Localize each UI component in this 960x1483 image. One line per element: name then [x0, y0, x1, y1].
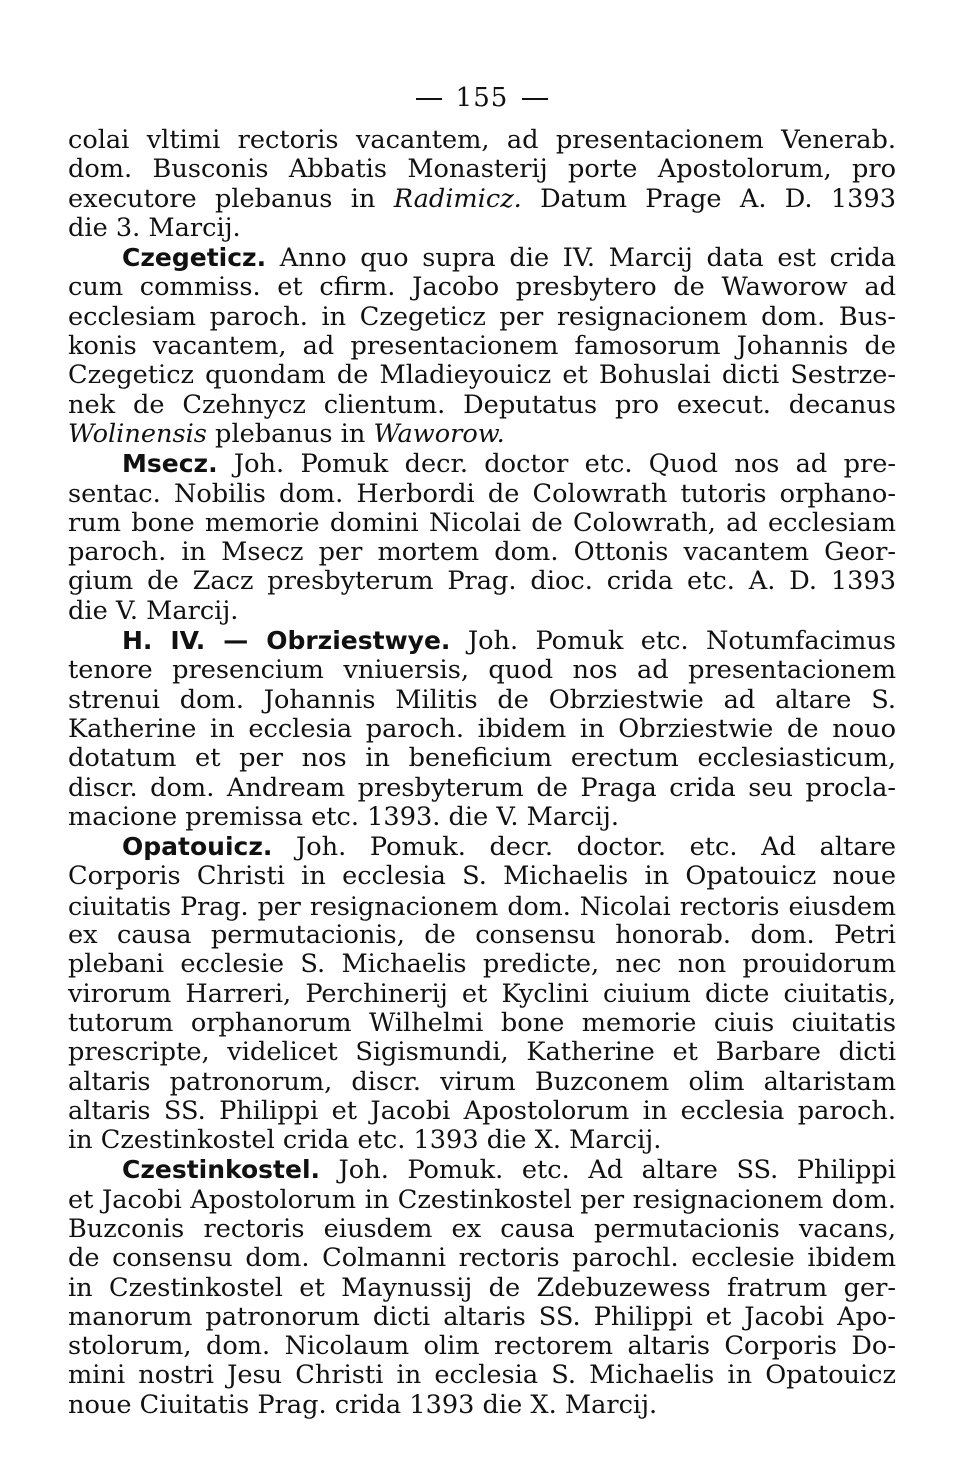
- entry: [68, 1155, 896, 1420]
- entry-heading: Msecz.: [122, 449, 218, 479]
- text-line: ex causa permutacionis, de consensu honorab. dom. Petri: [68, 920, 896, 951]
- text-line: dotatum et per nos in beneficium erectum ecclesiasticum,: [68, 743, 896, 774]
- entry: [68, 626, 896, 832]
- entry: [68, 832, 896, 1155]
- page: [68, 78, 896, 1420]
- text-line: discr. dom. Andream presbyterum de Praga crida seu procla-: [68, 772, 896, 803]
- text-line: dom. Busconis Abbatis Monasterij porte Apostolorum, pro: [68, 154, 896, 185]
- text-line: et Jacobi Apostolorum in Czestinkostel per resignacionem dom.: [68, 1184, 896, 1215]
- text-line: ecclesiam paroch. in Czegeticz per resignacionem dom. Bus-: [68, 301, 896, 332]
- text-line: prescripte, videlicet Sigismundi, Katherine et Barbare dicti: [68, 1037, 896, 1068]
- italic-place-name: Wolinensis: [68, 418, 207, 449]
- text-line: cum commiss. et cfirm. Jacobo presbytero de Waworow ad: [68, 272, 896, 303]
- text-line: executore plebanus in Radimicz. Datum Prage A. D. 1393: [68, 183, 896, 214]
- text-line: Czestinkostel. Joh. Pomuk. etc. Ad altare SS. Philippi: [122, 1155, 896, 1186]
- text-line: plebani ecclesie S. Michaelis predicte, nec non prouidorum: [68, 949, 896, 980]
- text-line: in Czestinkostel crida etc. 1393 die X. Marcij.: [68, 1125, 662, 1156]
- text-line: stolorum, dom. Nicolaum olim rectorem altaris Corporis Do-: [68, 1331, 896, 1362]
- text-line: altaris patronorum, discr. virum Buzconem olim altaristam: [68, 1066, 896, 1097]
- italic-place-name: Radimicz.: [393, 183, 522, 214]
- text-line: Czegeticz. Anno quo supra die IV. Marcij data est crida: [122, 243, 896, 274]
- header-dash-right: [522, 98, 548, 100]
- text-line: in Czestinkostel et Maynussij de Zdebuzewess fratrum ger-: [68, 1272, 896, 1303]
- text-line: altaris SS. Philippi et Jacobi Apostolorum in ecclesia paroch.: [68, 1095, 896, 1126]
- text-line: die 3. Marcij.: [68, 212, 241, 243]
- entry-heading: Czestinkostel.: [122, 1155, 321, 1185]
- page-number: 155: [455, 83, 509, 113]
- entry-heading: Czegeticz.: [122, 243, 267, 273]
- entry: [68, 126, 896, 243]
- text-line: konis vacantem, ad presentacionem famosorum Johannis de: [68, 331, 896, 362]
- text-line: strenui dom. Johannis Militis de Obrziestwie ad altare S.: [68, 684, 896, 715]
- text-line: noue Ciuitatis Prag. crida 1393 die X. Marcij.: [68, 1389, 658, 1420]
- text-line: Msecz. Joh. Pomuk decr. doctor etc. Quod nos ad pre-: [122, 449, 896, 480]
- entry-heading: H. IV. — Obrziestwye.: [122, 626, 451, 656]
- text-line: paroch. in Msecz per mortem dom. Ottonis vacantem Geor-: [68, 537, 896, 568]
- text-line: Katherine in ecclesia paroch. ibidem in Obrziestwie de nouo: [68, 713, 896, 744]
- text-line: Czegeticz quondam de Mladieyouicz et Bohuslai dicti Sestrze-: [68, 360, 896, 391]
- text-line: H. IV. — Obrziestwye. Joh. Pomuk etc. Notumfacimus: [122, 626, 896, 657]
- text-line: die V. Marcij.: [68, 595, 239, 626]
- text-line: macione premissa etc. 1393. die V. Marcij.: [68, 801, 619, 832]
- text-line: Wolinensis plebanus in Waworow.: [68, 418, 505, 449]
- text-line: tutorum orphanorum Wilhelmi bone memorie ciuis ciuitatis: [68, 1007, 896, 1038]
- page-header: [68, 78, 896, 118]
- text-line: virorum Harreri, Perchinerij et Kyclini ciuium dicte ciuitatis,: [68, 978, 896, 1009]
- text-line: Buzconis rectoris eiusdem ex causa permutacionis vacans,: [68, 1213, 896, 1244]
- text-line: sentac. Nobilis dom. Herbordi de Colowrath tutoris orphano-: [68, 478, 896, 509]
- text-line: gium de Zacz presbyterum Prag. dioc. crida etc. A. D. 1393: [68, 566, 896, 597]
- text-line: mini nostri Jesu Christi in ecclesia S. Michaelis in Opatouicz: [68, 1360, 896, 1391]
- text-line: ciuitatis Prag. per resignacionem dom. Nicolai rectoris eiusdem: [68, 891, 896, 921]
- entry: [68, 449, 896, 626]
- text-line: de consensu dom. Colmanni rectoris parochl. ecclesie ibidem: [68, 1243, 896, 1274]
- entry-heading: Opatouicz.: [122, 832, 273, 862]
- header-dash-left: [416, 98, 442, 100]
- text-line: Opatouicz. Joh. Pomuk. decr. doctor. etc. Ad altare: [122, 832, 896, 863]
- text-line: nek de Czehnycz clientum. Deputatus pro execut. decanus: [68, 389, 896, 420]
- italic-place-name: Waworow.: [373, 418, 505, 449]
- text-line: tenore presencium vniuersis, quod nos ad presentacionem: [68, 655, 896, 686]
- text-line: Corporis Christi in ecclesia S. Michaelis in Opatouicz noue: [68, 861, 896, 892]
- text-line: colai vltimi rectoris vacantem, ad presentacionem Venerab.: [68, 125, 896, 155]
- entry: [68, 243, 896, 449]
- body-text: [68, 126, 896, 1420]
- text-line: rum bone memorie domini Nicolai de Colowrath, ad ecclesiam: [68, 507, 896, 538]
- text-line: manorum patronorum dicti altaris SS. Philippi et Jacobi Apo-: [68, 1301, 896, 1332]
